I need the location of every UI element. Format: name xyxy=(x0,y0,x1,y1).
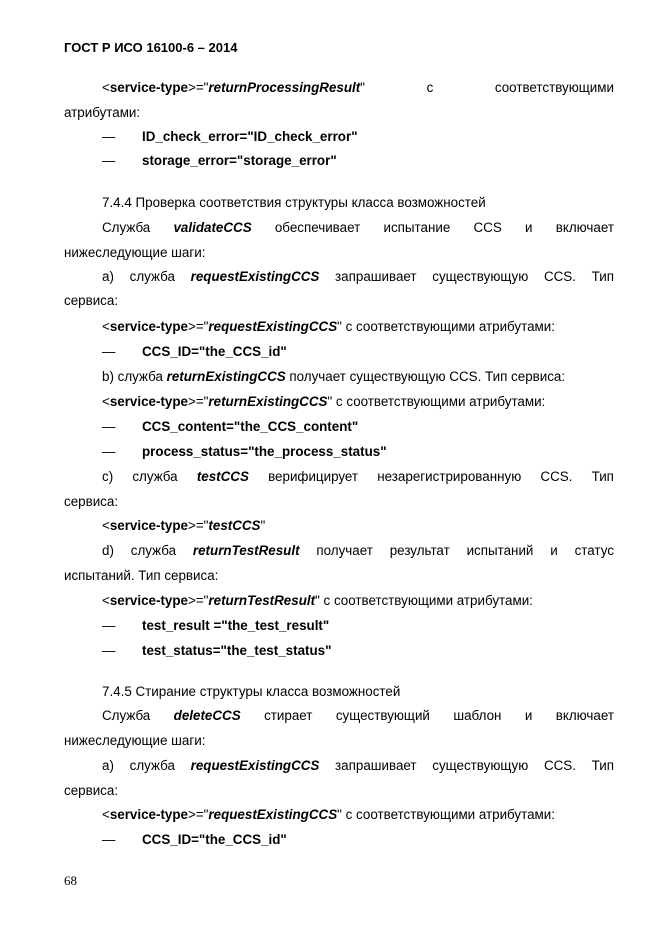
text: >=" xyxy=(188,80,209,95)
word: Тип xyxy=(591,269,614,284)
word: соответствующими xyxy=(494,80,614,95)
text: " с соответствующими атрибутами: xyxy=(315,593,533,608)
service-name: deleteCCS xyxy=(173,708,241,723)
service-type-line xyxy=(102,318,614,336)
word: служба xyxy=(130,543,177,558)
service-name: testCCS xyxy=(196,469,249,484)
word: результат xyxy=(389,543,450,558)
word: Служба xyxy=(102,220,151,235)
paragraph-continuation: испытаний. Тип сервиса: xyxy=(64,568,219,583)
text: b) служба xyxy=(102,369,167,384)
word: стирает xyxy=(264,708,313,723)
attribute-item: CCS_content="the_CCS_content" xyxy=(142,419,359,434)
word: Тип xyxy=(591,758,614,773)
service-name: returnProcessingResult xyxy=(208,80,361,95)
list-dash: — xyxy=(102,344,116,359)
attribute-item: storage_error="storage_error" xyxy=(142,153,337,168)
word: существующую xyxy=(432,758,529,773)
paragraph-intro xyxy=(102,707,614,725)
text: < xyxy=(102,518,110,533)
word: испытаний xyxy=(466,543,534,558)
service-name: validateCCS xyxy=(173,220,252,235)
attribute-item: CCS_ID="the_CCS_id" xyxy=(142,344,287,359)
service-type-tag: service-type xyxy=(109,80,188,95)
word: включает xyxy=(555,708,614,723)
word: CCS. xyxy=(543,758,576,773)
service-type-tag: service-type xyxy=(109,593,188,608)
text: " xyxy=(260,518,266,533)
word: получает xyxy=(316,543,373,558)
text: >=" xyxy=(188,319,209,334)
word: с xyxy=(426,80,434,95)
list-dash: — xyxy=(102,444,116,459)
service-name: requestExistingCCS xyxy=(208,807,338,822)
text: >=" xyxy=(188,518,209,533)
word: служба xyxy=(129,269,175,284)
service-type-line xyxy=(102,806,614,824)
word: запрашивает xyxy=(335,269,417,284)
word: запрашивает xyxy=(335,758,417,773)
list-dash: — xyxy=(102,643,116,658)
attribute-item: test_status="the_test_status" xyxy=(142,643,332,658)
list-dash: — xyxy=(102,832,116,847)
list-item-a xyxy=(102,268,614,286)
word: CCS. xyxy=(543,269,576,284)
word: существующий xyxy=(335,708,430,723)
paragraph-continuation: сервиса: xyxy=(64,783,119,798)
section-heading-7-4-5: 7.4.5 Стирание структуры класса возможностей xyxy=(102,684,401,699)
attribute-item: CCS_ID="the_CCS_id" xyxy=(142,832,287,847)
word: существующую xyxy=(432,269,529,284)
word: CCS. xyxy=(540,469,573,484)
attribute-item: test_result ="the_test_result" xyxy=(142,618,330,633)
list-item-a xyxy=(102,757,614,775)
section-heading-7-4-4: 7.4.4 Проверка соответствия структуры класса возможностей xyxy=(102,195,486,210)
document-header: ГОСТ Р ИСО 16100-6 – 2014 xyxy=(64,40,238,55)
service-name: returnTestResult xyxy=(208,593,316,608)
paragraph-continuation: атрибутами: xyxy=(64,105,141,120)
paragraph-continuation: сервиса: xyxy=(64,293,119,308)
service-name: returnExistingCCS xyxy=(166,369,286,384)
word: и xyxy=(524,708,533,723)
text: >=" xyxy=(188,807,209,822)
word: служба xyxy=(132,469,178,484)
service-type-tag: service-type xyxy=(109,807,188,822)
text: получает существующую CCS. Тип сервиса: xyxy=(285,369,566,384)
word: шаблон xyxy=(453,708,502,723)
word: Служба xyxy=(102,708,151,723)
paragraph-continuation: нижеследующие шаги: xyxy=(64,245,206,260)
word: незарегистрированную xyxy=(377,469,522,484)
service-type-line xyxy=(102,592,614,610)
service-type-line xyxy=(102,393,614,411)
service-name: returnTestResult xyxy=(192,543,300,558)
list-dash: — xyxy=(102,618,116,633)
paragraph-continuation: нижеследующие шаги: xyxy=(64,733,206,748)
paragraph-intro xyxy=(102,219,614,237)
text: < xyxy=(102,394,110,409)
text: < xyxy=(102,80,110,95)
list-item-b xyxy=(102,368,614,386)
text: < xyxy=(102,319,110,334)
service-type-line xyxy=(102,79,614,97)
page-number: 68 xyxy=(64,873,77,888)
word: служба xyxy=(129,758,175,773)
list-dash: — xyxy=(102,419,116,434)
attribute-item: ID_check_error="ID_check_error" xyxy=(142,129,358,144)
service-name: requestExistingCCS xyxy=(190,758,320,773)
service-name: testCCS xyxy=(208,518,261,533)
text: >=" xyxy=(188,394,209,409)
service-type-tag: service-type xyxy=(109,518,188,533)
word: включает xyxy=(555,220,614,235)
service-type-tag: service-type xyxy=(109,394,188,409)
word: CCS xyxy=(473,220,502,235)
text: " с соответствующими атрибутами: xyxy=(337,319,555,334)
list-dash: — xyxy=(102,129,116,144)
word: Тип xyxy=(591,469,614,484)
service-name: requestExistingCCS xyxy=(190,269,320,284)
word: и xyxy=(525,220,533,235)
service-name: returnExistingCCS xyxy=(208,394,328,409)
text: < xyxy=(102,807,110,822)
list-item-c xyxy=(102,468,614,486)
text: " с соответствующими атрибутами: xyxy=(337,807,555,822)
text: < xyxy=(102,593,110,608)
service-type-tag: service-type xyxy=(109,319,188,334)
list-item-d xyxy=(102,542,614,560)
word: a) xyxy=(102,269,114,284)
service-type-line xyxy=(102,517,614,535)
word: статус xyxy=(574,543,614,558)
word: обеспечивает xyxy=(274,220,361,235)
word: d) xyxy=(102,543,114,558)
paragraph-continuation: сервиса: xyxy=(64,494,119,509)
text: " с соответствующими атрибутами: xyxy=(327,394,546,409)
word: и xyxy=(550,543,558,558)
text: >=" xyxy=(188,593,209,608)
word: a) xyxy=(102,758,114,773)
word: верифицирует xyxy=(268,469,359,484)
service-name: requestExistingCCS xyxy=(208,319,338,334)
attribute-item: process_status="the_process_status" xyxy=(142,444,387,459)
list-dash: — xyxy=(102,153,116,168)
text: " xyxy=(360,80,365,95)
word: c) xyxy=(102,469,114,484)
word: испытание xyxy=(383,220,451,235)
